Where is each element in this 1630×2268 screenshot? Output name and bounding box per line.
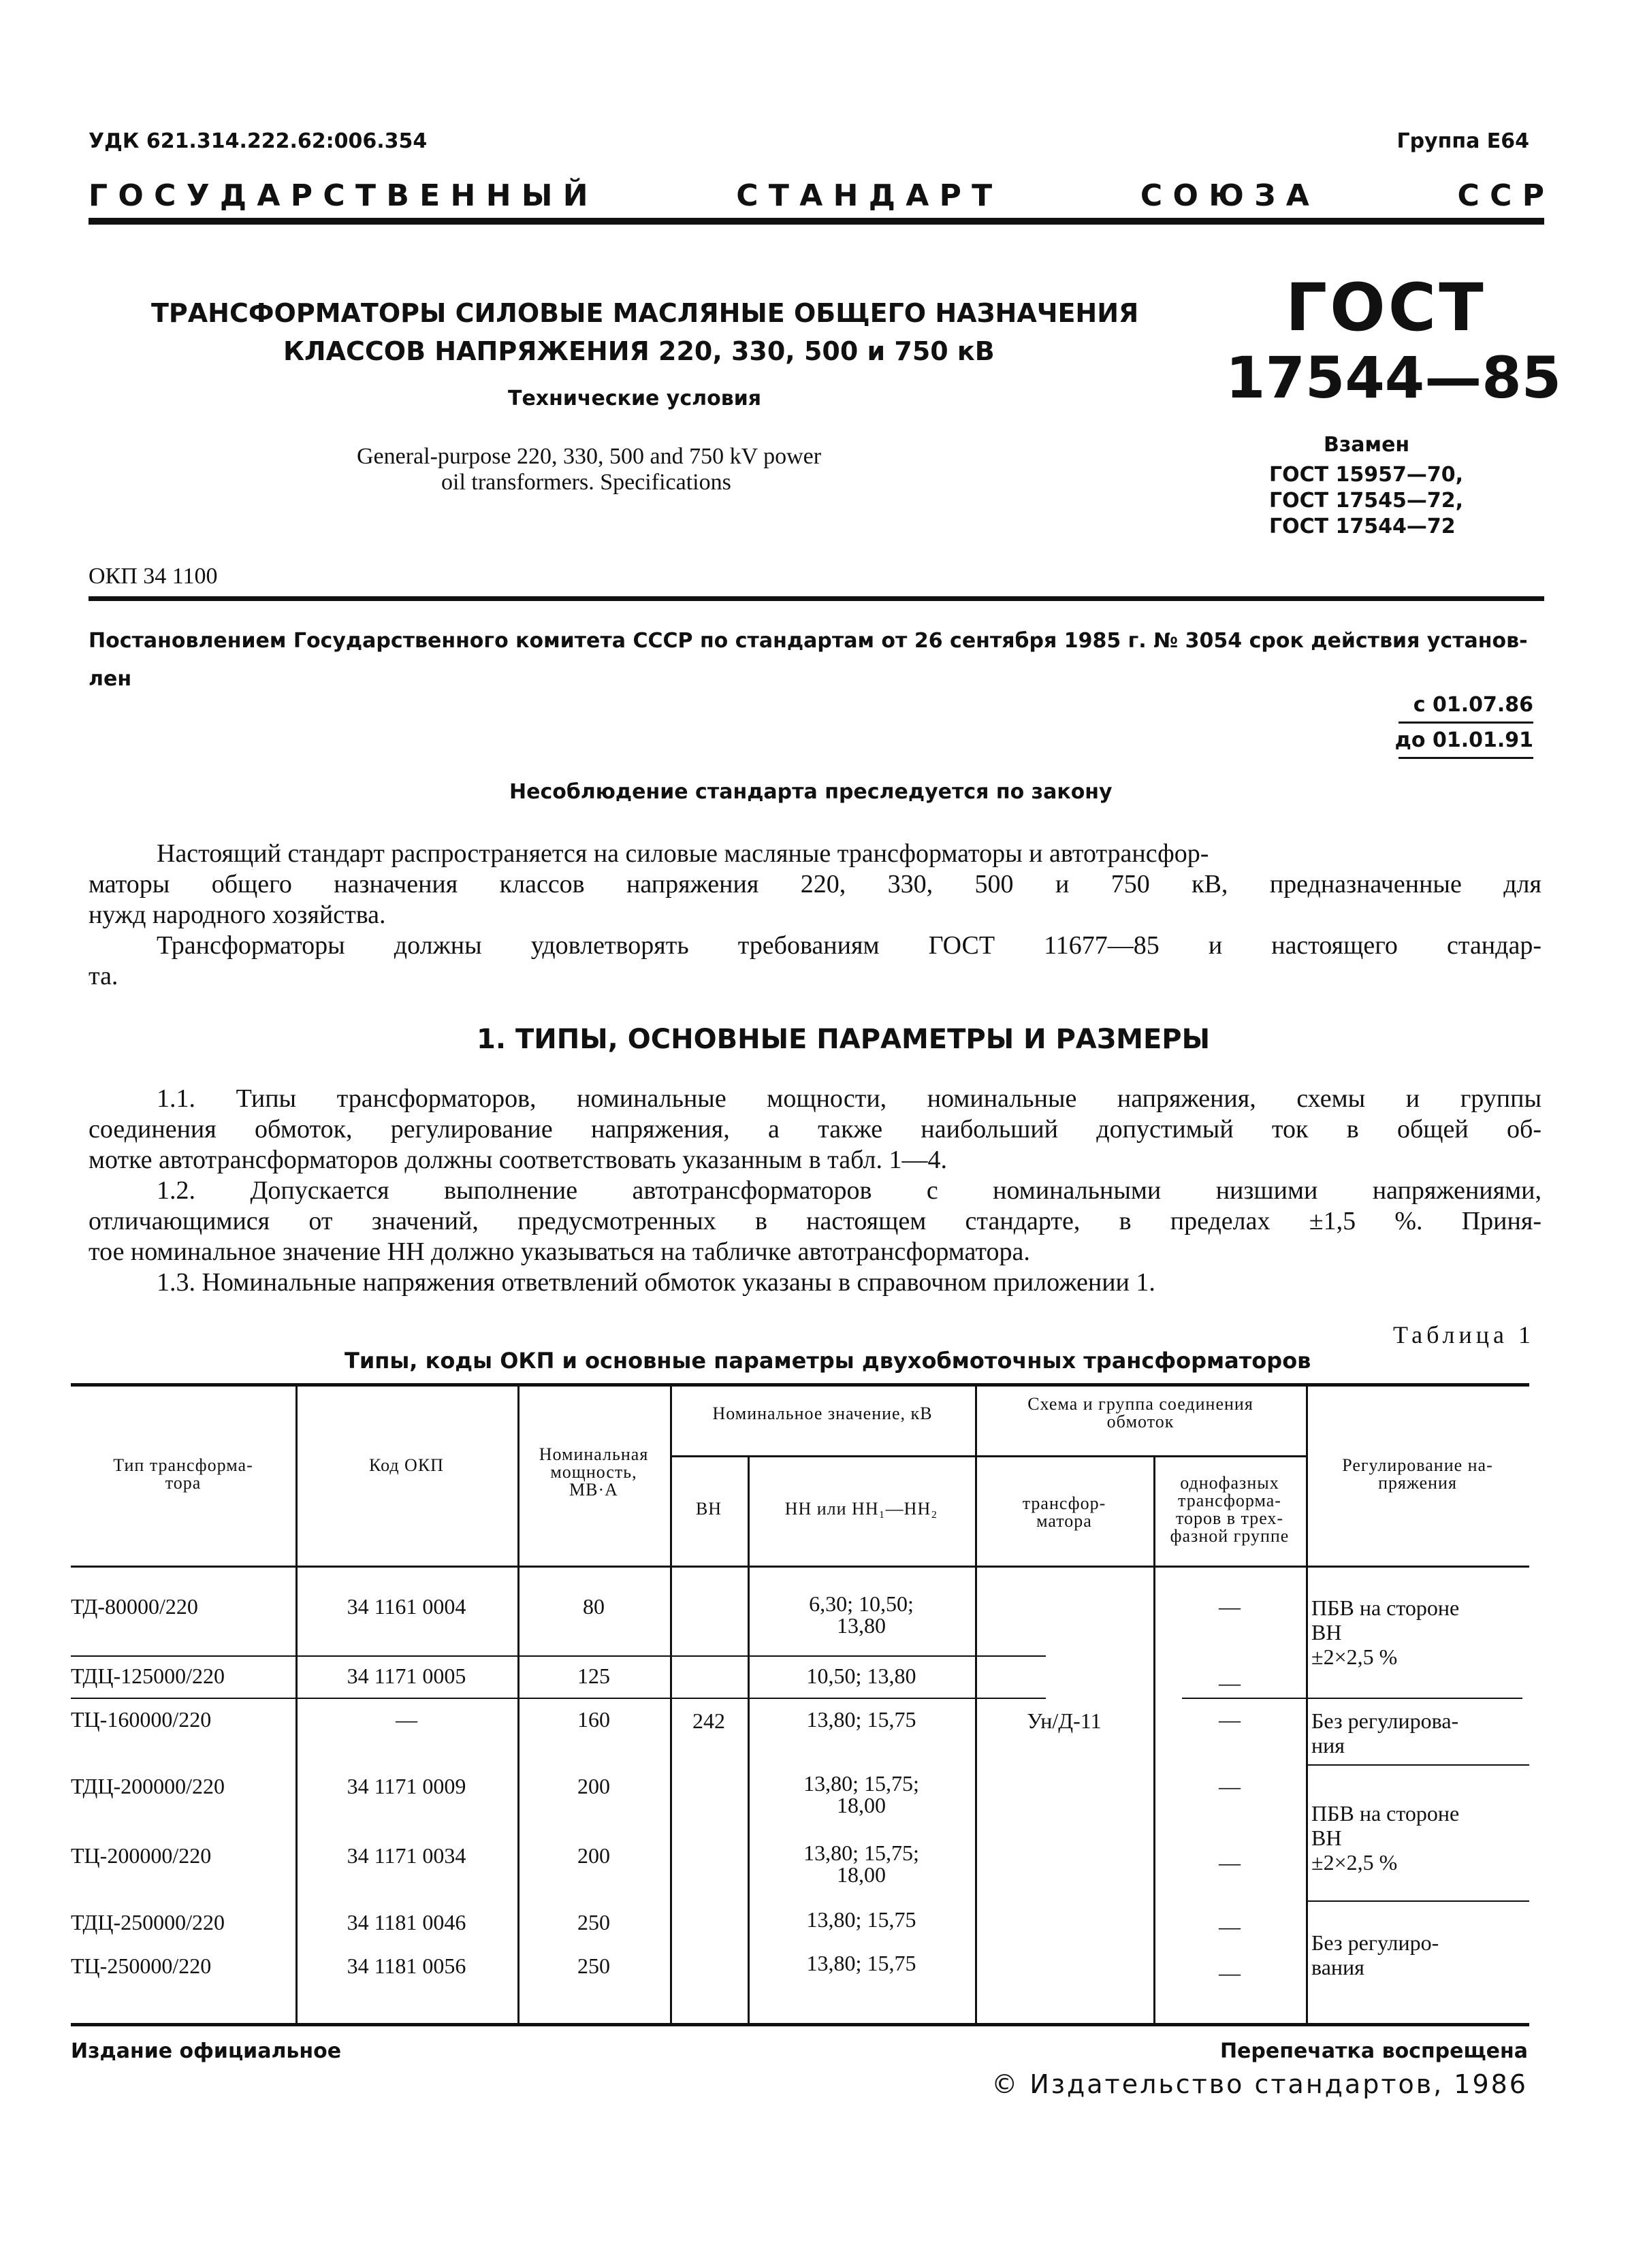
row-2-code: 34 1171 0005 bbox=[347, 1664, 466, 1688]
table-bottom-rule bbox=[71, 2023, 1529, 2026]
regulation-4: Без регулиро- вания bbox=[1311, 1930, 1439, 1979]
okp-rule bbox=[89, 596, 1544, 601]
okp-code: ОКП 34 1100 bbox=[89, 564, 218, 589]
title-line-1: ТРАНСФОРМАТОРЫ СИЛОВЫЕ МАСЛЯНЫЕ ОБЩЕГО НАЗНАЧЕНИЯ bbox=[151, 298, 1139, 328]
valid-to-date: до 01.01.91 bbox=[1394, 728, 1533, 752]
header-code: Код ОКП bbox=[369, 1455, 444, 1475]
state-standard-banner bbox=[89, 178, 1544, 213]
banner-word-2: С Т А Н Д А Р Т bbox=[736, 178, 993, 213]
header-lv: НН или НН₁—НН₂ bbox=[784, 1499, 938, 1519]
replaced-label: Взамен bbox=[1324, 433, 1410, 457]
row-3-single: — bbox=[1219, 1707, 1241, 1732]
title-line-2: КЛАССОВ НАПРЯЖЕНИЯ 220, 330, 500 и 750 кВ bbox=[283, 336, 995, 366]
header-regulation: Регулирование на- пряжения bbox=[1342, 1455, 1493, 1493]
row-2-power: 125 bbox=[577, 1664, 610, 1688]
header-scheme-single-phase: однофазных трансформа- торов в трех- фазной группе bbox=[1170, 1473, 1290, 1546]
regulation-3: ПБВ на стороне ВН ±2×2,5 % bbox=[1311, 1801, 1460, 1875]
row-6-power: 250 bbox=[577, 1910, 610, 1934]
official-edition: Издание официальное bbox=[71, 2039, 342, 2063]
reprint-prohibited: Перепечатка воспрещена bbox=[1219, 2039, 1528, 2063]
row-4-power: 200 bbox=[577, 1774, 610, 1798]
subtitle: Технические условия bbox=[508, 387, 761, 410]
banner-rule bbox=[89, 218, 1544, 225]
regulation-2: Без регулирова- ния bbox=[1311, 1708, 1459, 1757]
hv-merged-value: 242 bbox=[692, 1708, 725, 1733]
group-code: Группа Е64 bbox=[1396, 129, 1529, 153]
p13-line: 1.3. Номинальные напряжения ответвлений обмоток указаны в справочном приложении 1. bbox=[157, 1268, 1155, 1297]
english-title-line-1: General-purpose 220, 330, 500 and 750 kV power bbox=[357, 444, 822, 469]
decree-line-1: Постановлением Государственного комитета СССР по стандартам от 26 сентября 1985 г. № 3054 срок действия установ- bbox=[89, 629, 1528, 653]
header-type: Тип трансформа- тора bbox=[113, 1455, 253, 1493]
header-nominal-group: Номинальное значение, кВ bbox=[712, 1404, 933, 1423]
decree-line-2: лен bbox=[89, 667, 132, 691]
row-7-code: 34 1181 0056 bbox=[347, 1954, 466, 1978]
row-3-lv: 13,80; 15,75 bbox=[806, 1707, 916, 1732]
reg-sep-2 bbox=[1307, 1764, 1529, 1766]
english-title-line-2: oil transformers. Specifications bbox=[441, 470, 731, 495]
row-sep-2 bbox=[71, 1698, 1046, 1699]
p11-line3: мотке автотрансформаторов должны соответствовать указанным в табл. 1—4. bbox=[89, 1146, 947, 1174]
date-underline bbox=[1399, 757, 1533, 759]
row-1-type: ТД-80000/220 bbox=[71, 1594, 198, 1619]
intro-p1-line1: Настоящий стандарт распространяется на силовые масляные трансформаторы и автотрансфор- bbox=[157, 839, 1209, 868]
row-3-code: — bbox=[396, 1707, 417, 1732]
replaced-item-1: ГОСТ 15957—70, bbox=[1269, 463, 1464, 487]
section-1-heading: 1. ТИПЫ, ОСНОВНЫЕ ПАРАМЕТРЫ И РАЗМЕРЫ bbox=[477, 1024, 1211, 1055]
row-5-power: 200 bbox=[577, 1843, 610, 1868]
row-4-type: ТДЦ-200000/220 bbox=[71, 1774, 225, 1798]
table-caption: Типы, коды ОКП и основные параметры двухобмоточных трансформаторов bbox=[345, 1348, 1311, 1374]
intro-p2-line2: та. bbox=[89, 962, 118, 990]
banner-word-3: С О Ю З А bbox=[1140, 178, 1309, 213]
row-2-type: ТДЦ-125000/220 bbox=[71, 1664, 225, 1688]
valid-from-date: с 01.07.86 bbox=[1413, 693, 1533, 717]
nominal-subheader-rule bbox=[670, 1455, 975, 1457]
p11-line1: 1.1. Типы трансформаторов, номинальные мощности, номинальные напряжения, схемы и группы bbox=[157, 1084, 1541, 1113]
gost-label: ГОСТ bbox=[1285, 270, 1486, 346]
intro-p1-line3: нужд народного хозяйства. bbox=[89, 901, 386, 929]
scheme-merged-value: Ун/Д-11 bbox=[1027, 1708, 1102, 1733]
row-6-single: — bbox=[1219, 1914, 1241, 1939]
table-top-rule bbox=[71, 1383, 1529, 1387]
row-1-code: 34 1161 0004 bbox=[347, 1594, 466, 1619]
row-7-power: 250 bbox=[577, 1954, 610, 1978]
col-divider-4 bbox=[748, 1457, 750, 2023]
banner-word-1: Г О С У Д А Р С Т В Е Н Н Ы Й bbox=[89, 178, 588, 213]
row-4-code: 34 1171 0009 bbox=[347, 1774, 466, 1798]
row-4-lv: 13,80; 15,75; 18,00 bbox=[803, 1771, 919, 1817]
row-5-single: — bbox=[1219, 1850, 1241, 1875]
row-1-lv: 6,30; 10,50; 13,80 bbox=[809, 1591, 914, 1638]
p11-line2: соединения обмоток, регулирование напряжения, а также наибольший допустимый ток в общей об- bbox=[89, 1115, 1541, 1144]
p12-line1: 1.2. Допускается выполнение автотрансформаторов с номинальными низшими напряжениями, bbox=[157, 1176, 1541, 1205]
intro-p1-line2: маторы общего назначения классов напряжения 220, 330, 500 и 750 кВ, предназначенные для bbox=[89, 870, 1541, 898]
replaced-item-3: ГОСТ 17544—72 bbox=[1269, 515, 1456, 538]
row-sep-1 bbox=[71, 1655, 1046, 1657]
udk-code: УДК 621.314.222.62:006.354 bbox=[89, 129, 428, 153]
replaced-item-2: ГОСТ 17545—72, bbox=[1269, 489, 1464, 513]
header-power: Номинальная мощность, МВ·А bbox=[539, 1444, 649, 1500]
row-4-single: — bbox=[1219, 1774, 1241, 1798]
row-5-type: ТЦ-200000/220 bbox=[71, 1843, 212, 1868]
row-3-power: 160 bbox=[577, 1707, 610, 1732]
reg-sep-1 bbox=[1182, 1698, 1522, 1699]
header-scheme-transformer: трансфор- матора bbox=[1022, 1493, 1106, 1531]
scheme-subheader-rule bbox=[975, 1455, 1306, 1457]
row-6-lv: 13,80; 15,75 bbox=[806, 1907, 916, 1932]
row-7-single: — bbox=[1219, 1960, 1241, 1985]
col-divider-5 bbox=[975, 1384, 977, 2023]
row-5-lv: 13,80; 15,75; 18,00 bbox=[803, 1841, 919, 1887]
header-hv: ВН bbox=[695, 1499, 722, 1519]
regulation-1: ПБВ на стороне ВН ±2×2,5 % bbox=[1311, 1595, 1460, 1669]
row-5-code: 34 1171 0034 bbox=[347, 1843, 466, 1868]
row-3-type: ТЦ-160000/220 bbox=[71, 1707, 212, 1732]
table-label: Таблица 1 bbox=[1393, 1321, 1535, 1348]
p12-line2: отличающимися от значений, предусмотренных в настоящем стандарте, в пределах ±1,5 %. Приня- bbox=[89, 1207, 1541, 1235]
banner-word-4: С С Р bbox=[1457, 178, 1544, 213]
row-2-lv: 10,50; 13,80 bbox=[806, 1664, 916, 1688]
row-6-code: 34 1181 0046 bbox=[347, 1910, 466, 1934]
row-7-lv: 13,80; 15,75 bbox=[806, 1951, 916, 1975]
publisher-copyright: © Издательство стандартов, 1986 bbox=[991, 2069, 1528, 2099]
row-1-power: 80 bbox=[583, 1594, 605, 1619]
intro-p2-line1: Трансформаторы должны удовлетворять требованиям ГОСТ 11677—85 и настоящего стандар- bbox=[157, 931, 1541, 960]
law-notice: Несоблюдение стандарта преследуется по закону bbox=[509, 780, 1113, 804]
row-2-single: — bbox=[1219, 1670, 1241, 1695]
gost-number: 17544—85 bbox=[1226, 344, 1562, 411]
row-6-type: ТДЦ-250000/220 bbox=[71, 1910, 225, 1934]
header-scheme-group: Схема и группа соединения обмоток bbox=[1027, 1394, 1253, 1431]
date-divider bbox=[1399, 722, 1533, 724]
row-1-single: — bbox=[1219, 1594, 1241, 1619]
p12-line3: тое номинальное значение НН должно указываться на табличке автотрансформатора. bbox=[89, 1237, 1030, 1266]
reg-sep-3 bbox=[1307, 1900, 1529, 1902]
table-header-rule bbox=[71, 1566, 1529, 1568]
row-7-type: ТЦ-250000/220 bbox=[71, 1954, 212, 1978]
col-divider-3 bbox=[670, 1384, 672, 2023]
